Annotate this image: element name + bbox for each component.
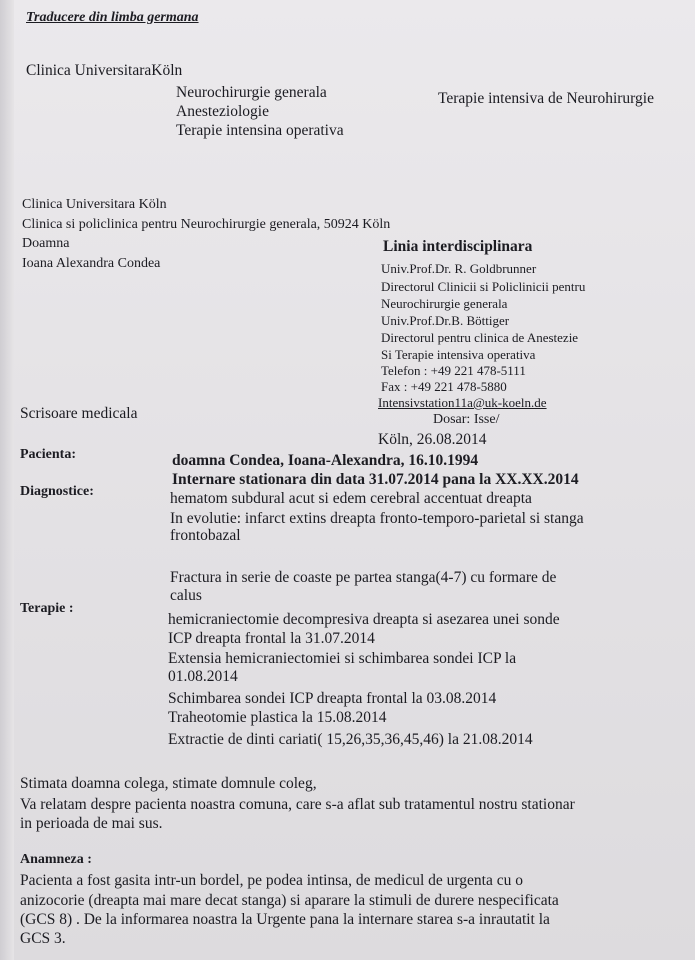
contact-line-1: Univ.Prof.Dr. R. Goldbrunner bbox=[381, 261, 537, 276]
contact-line-2: Directorul Clinicii si Policlinicii pentru bbox=[381, 279, 586, 294]
anamnesis-label: Anamneza : bbox=[20, 852, 92, 867]
patient-label: Pacienta: bbox=[20, 447, 76, 462]
admission-period: Internare stationara din data 31.07.2014 pana la XX.XX.2014 bbox=[172, 471, 579, 488]
diagnosis-line-2: In evolutie: infarct extins dreapta fronto-temporo-parietal si stanga bbox=[170, 510, 584, 527]
therapy-line-4: 01.08.2014 bbox=[168, 668, 238, 685]
greeting-line-3: in perioada de mai sus. bbox=[20, 815, 163, 832]
contact-email: Intensivstation11a@uk-koeln.de bbox=[378, 395, 547, 410]
therapy-line-1: hemicraniectomie decompresiva dreapta si asezarea unei sonde bbox=[168, 611, 560, 628]
page-edge-shadow bbox=[0, 0, 14, 960]
recipient-name: Ioana Alexandra Condea bbox=[22, 256, 161, 271]
therapy-line-7: Extractie de dinti cariati( 15,26,35,36,45,46) la 21.08.2014 bbox=[168, 731, 533, 748]
greeting-line-2: Va relatam despre pacienta noastra comuna, care s-a aflat sub tratamentul nostru stationar bbox=[20, 796, 575, 813]
therapy-line-5: Schimbarea sondei ICP dreapta frontal la 03.08.2014 bbox=[168, 690, 497, 707]
contact-phone: Telefon : +49 221 478-5111 bbox=[381, 363, 526, 378]
anamnesis-line-4: GCS 3. bbox=[20, 930, 66, 947]
patient-value: doamna Condea, Ioana-Alexandra, 16.10.1994 bbox=[172, 452, 479, 469]
header-right-dept: Terapie intensiva de Neurohirurgie bbox=[438, 90, 654, 107]
header-dept-2: Anesteziologie bbox=[176, 103, 269, 120]
anamnesis-line-2: anizocorie (dreapta mai mare decat stanga) si aparare la stimuli de durere nespecificata bbox=[20, 892, 559, 909]
contact-line-4: Univ.Prof.Dr.B. Böttiger bbox=[381, 313, 510, 328]
contact-line-5: Directorul pentru clinica de Anestezie bbox=[381, 330, 579, 345]
contact-line-3: Neurochirurgie generala bbox=[381, 296, 508, 311]
diagnosis-line-1: hematom subdural acut si edem cerebral accentuat dreapta bbox=[170, 490, 532, 507]
diagnosis-line-3: frontobazal bbox=[170, 527, 241, 544]
sender-line-1: Clinica Universitara Köln bbox=[22, 197, 167, 212]
contact-title: Linia interdisciplinara bbox=[383, 238, 533, 255]
header-dept-1: Neurochirurgie generala bbox=[176, 84, 327, 101]
therapy-line-6: Traheotomie plastica la 15.08.2014 bbox=[168, 709, 387, 726]
contact-fax: Fax : +49 221 478-5880 bbox=[381, 379, 507, 394]
greeting-line-1: Stimata doamna colega, stimate domnule coleg, bbox=[20, 775, 317, 792]
recipient-salutation: Doamna bbox=[22, 236, 70, 251]
header-dept-3: Terapie intensina operativa bbox=[176, 122, 344, 139]
anamnesis-line-3: (GCS 8) . De la informarea noastra la Urgente pana la internare starea s-a inrautatit la bbox=[20, 911, 550, 928]
sender-line-2: Clinica si policlinica pentru Neurochirurgie generala, 50924 Köln bbox=[22, 217, 391, 232]
contact-line-6: Si Terapie intensiva operativa bbox=[381, 347, 536, 362]
therapy-label: Terapie : bbox=[20, 601, 74, 616]
translation-note: Traducere din limba germana bbox=[26, 10, 199, 25]
diagnoses-label: Diagnostice: bbox=[20, 484, 94, 499]
diagnosis-line-5: calus bbox=[170, 587, 202, 604]
header-clinic: Clinica UniversitaraKöln bbox=[26, 62, 183, 79]
dosar: Dosar: Isse/ bbox=[433, 412, 500, 427]
therapy-line-3: Extensia hemicraniectomiei si schimbarea sondei ICP la bbox=[168, 650, 517, 667]
anamnesis-line-1: Pacienta a fost gasita intr-un bordel, pe podea intinsa, de medicul de urgenta cu o bbox=[20, 872, 523, 889]
place-date: Köln, 26.08.2014 bbox=[378, 431, 487, 448]
diagnosis-line-4: Fractura in serie de coaste pe partea stanga(4-7) cu formare de bbox=[170, 569, 557, 586]
therapy-line-2: ICP dreapta frontal la 31.07.2014 bbox=[168, 630, 375, 647]
letter-title: Scrisoare medicala bbox=[20, 405, 138, 422]
